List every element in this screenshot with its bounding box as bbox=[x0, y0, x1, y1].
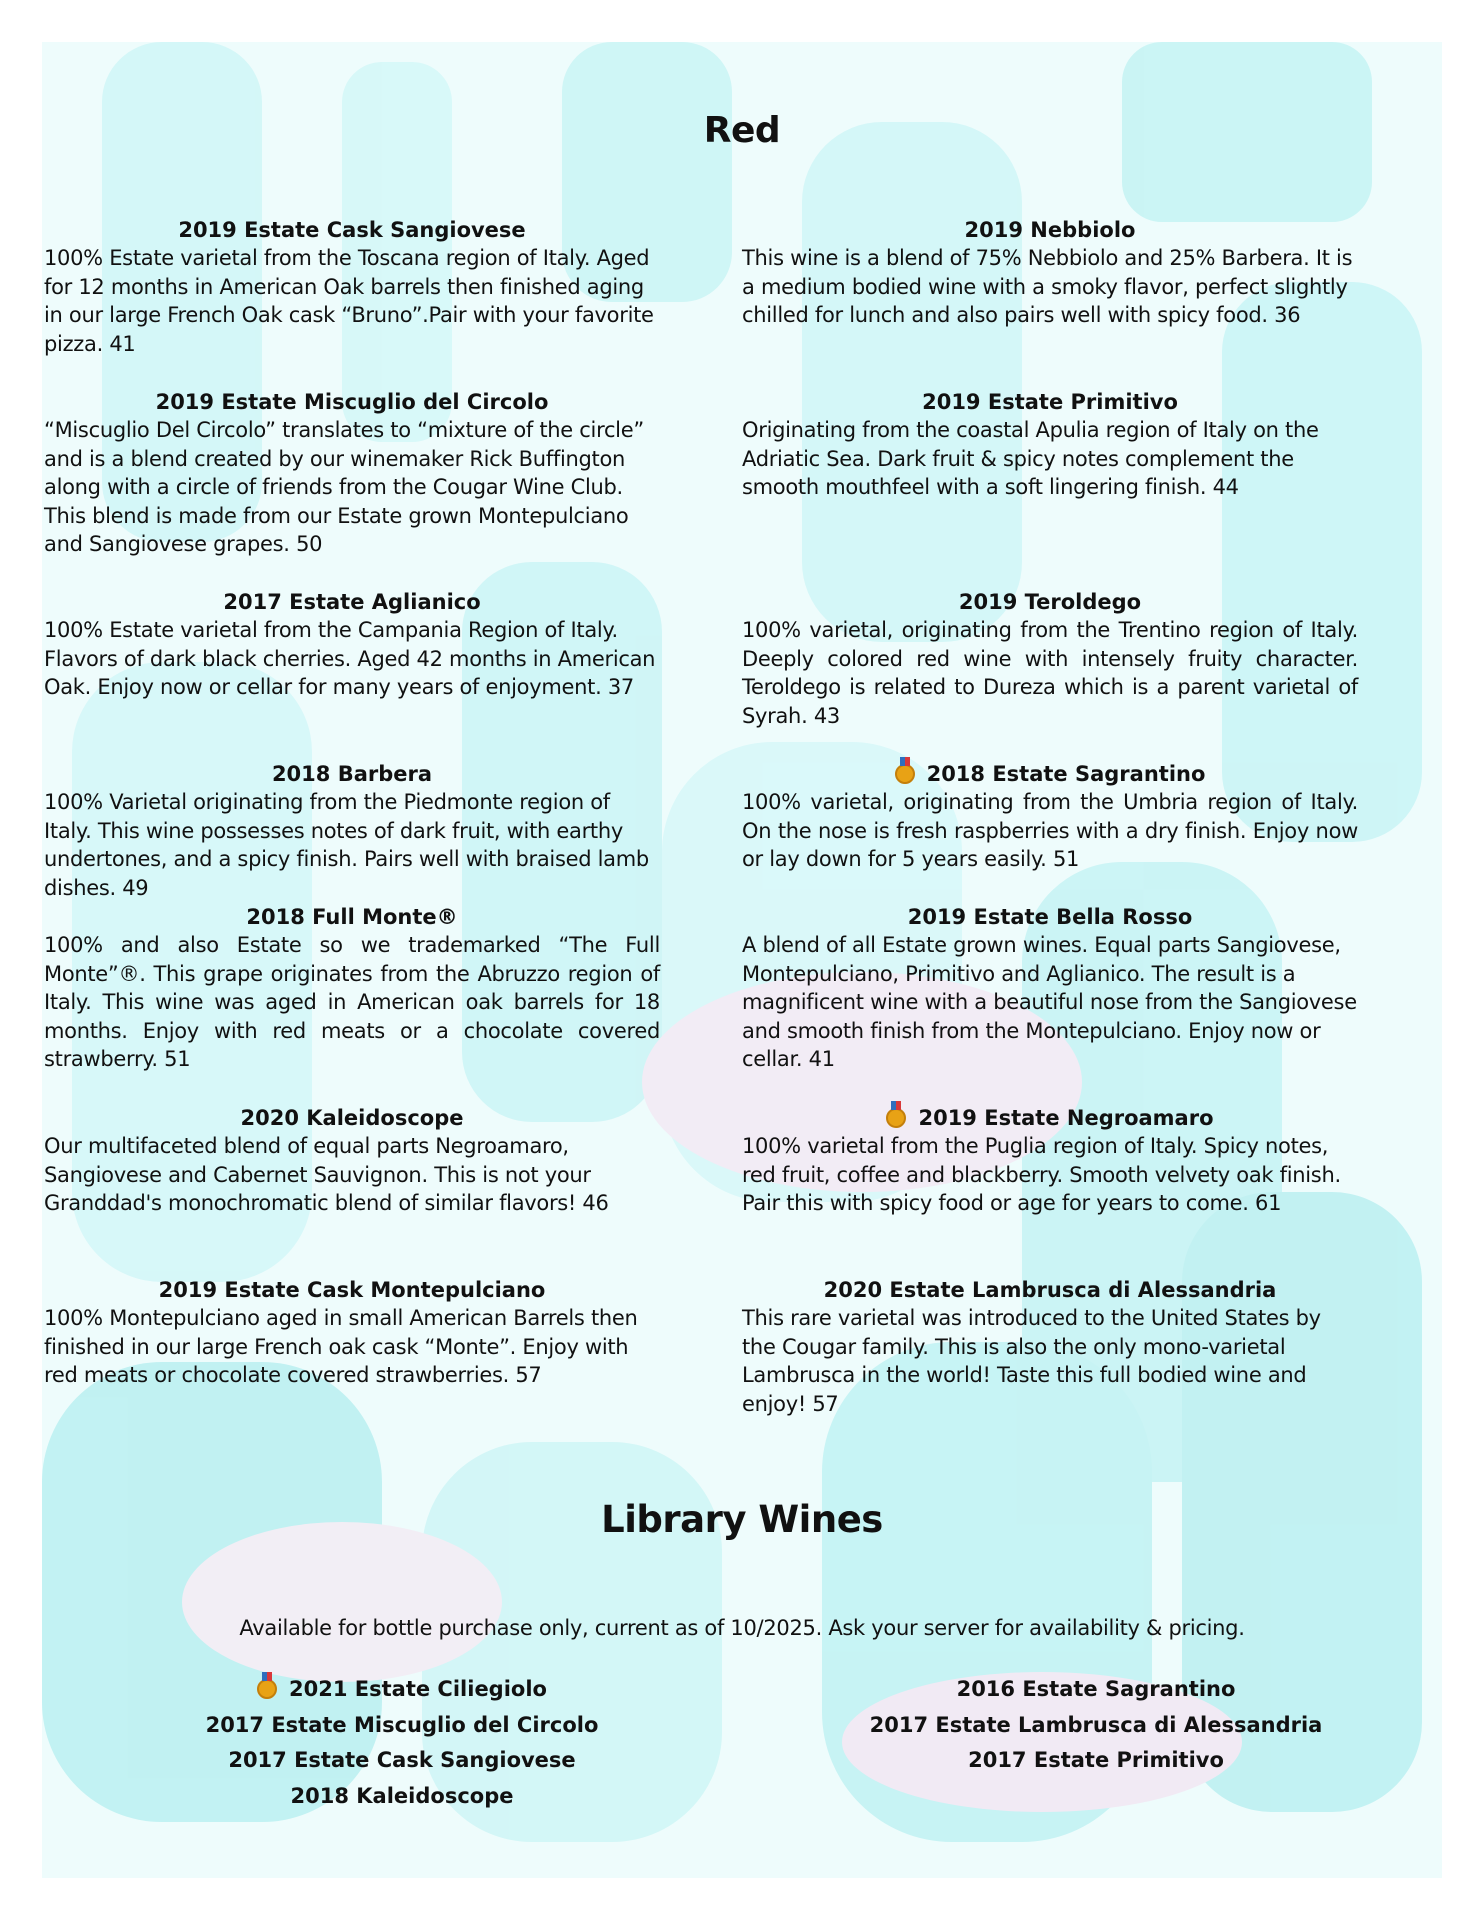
wine-name: 2019 Nebbiolo bbox=[964, 218, 1136, 242]
red-section-title: Red bbox=[703, 110, 781, 151]
wine-name: 2019 Teroldego bbox=[958, 590, 1142, 614]
library-item: 2017 Estate Lambrusca di Alessandria bbox=[869, 1712, 1323, 1737]
library-note: Available for bottle purchase only, current as of 10/2025. Ask your server for availability & pricing. bbox=[239, 1616, 1245, 1640]
wine-description: 100% Estate varietal from the Campania Region of Italy. Flavors of dark black cherries. Aged 42 months in American Oak. Enjoy now or cellar for many years of enjoyment. 37 bbox=[44, 618, 656, 700]
library-item: 2017 Estate Cask Sangiovese bbox=[228, 1748, 576, 1772]
wine-description: 100% and also Estate so we trademarked “The Full Monte”®. This grape originates from the Abruzzo region of Italy. This wine was aged in American oak barrels for 18 months. Enjoy with red meats or a chocolate covered strawberry. 51 bbox=[44, 933, 660, 1072]
wine-entry bbox=[44, 760, 660, 902]
wine-description: 100% varietal from the Puglia region of Italy. Spicy notes, red fruit, coffee and blackberry. Smooth velvety oak finish. Pair this with spicy food or age for years to come. 61 bbox=[742, 1134, 1341, 1216]
library-section-title: Library Wines bbox=[601, 1498, 883, 1541]
wine-name: 2019 Estate Primitivo bbox=[922, 390, 1178, 414]
wine-name: 2019 Estate Cask Montepulciano bbox=[158, 1278, 546, 1302]
wine-name: 2019 Estate Bella Rosso bbox=[907, 905, 1193, 929]
gold-medal-icon bbox=[257, 1679, 277, 1699]
wine-entry bbox=[44, 216, 660, 358]
library-item: 2021 Estate Ciliegiolo bbox=[289, 1677, 547, 1701]
wine-description: “Miscuglio Del Circolo” translates to “mixture of the circle” and is a blend created by our winemaker Rick Buffington along with a circle of friends from the Cougar Wine Club. This blend is made from our Estate grown Montepulciano and Sangiovese grapes. 50 bbox=[44, 418, 644, 557]
gold-medal-icon bbox=[895, 764, 915, 784]
wine-entry bbox=[742, 1276, 1358, 1418]
wine-name: 2019 Estate Negroamaro bbox=[918, 1106, 1214, 1130]
wine-entry bbox=[44, 1276, 660, 1390]
library-item: 2018 Kaleidoscope bbox=[290, 1783, 514, 1808]
library-list-right bbox=[788, 1672, 1404, 1779]
wine-name: 2018 Estate Sagrantino bbox=[926, 762, 1206, 786]
wine-description: This rare varietal was introduced to the United States by the Cougar family. This is also the only mono-varietal Lambrusca in the world! Taste this full bodied wine and enjoy! 57 bbox=[742, 1306, 1321, 1416]
wine-description: 100% Varietal originating from the Piedmonte region of Italy. This wine possesses notes of dark fruit, with earthy undertones, and a spicy finish. Pairs well with braised lamb dishes. 49 bbox=[44, 790, 649, 900]
wine-entry bbox=[44, 588, 660, 702]
wine-entry bbox=[742, 903, 1358, 1074]
wine-entry bbox=[742, 1104, 1358, 1218]
wine-description: 100% Estate varietal from the Toscana region of Italy. Aged for 12 months in American Oak barrels then finished aging in our large French Oak cask “Bruno”.Pair with your favorite pizza. 41 bbox=[44, 246, 654, 356]
wine-entry bbox=[742, 216, 1358, 330]
wine-name-row bbox=[742, 1104, 1358, 1132]
wine-description: 100% varietal, originating from the Trentino region of Italy. Deeply colored red wine with intensely fruity character. Teroldego is related to Dureza which is a parent varietal of Syrah. 43 bbox=[742, 618, 1358, 728]
wine-name: 2018 Barbera bbox=[271, 762, 433, 786]
wine-name: 2020 Kaleidoscope bbox=[240, 1106, 464, 1130]
library-item: 2017 Estate Miscuglio del Circolo bbox=[205, 1712, 599, 1737]
library-item: 2016 Estate Sagrantino bbox=[956, 1677, 1236, 1701]
wine-name: 2018 Full Monte® bbox=[246, 905, 458, 929]
wine-description: This wine is a blend of 75% Nebbiolo and 25% Barbera. It is a medium bodied wine with a smoky flavor, perfect slightly chilled for lunch and also pairs well with spicy food. 36 bbox=[742, 246, 1353, 328]
wine-description: A blend of all Estate grown wines. Equal parts Sangiovese, Montepulciano, Primitivo and Aglianico. The result is a magnificent wine with a beautiful nose from the Sangiovese and smooth finish from the Montepulciano. Enjoy now or cellar. 41 bbox=[742, 933, 1357, 1072]
library-item: 2017 Estate Primitivo bbox=[968, 1748, 1224, 1772]
wine-entry bbox=[742, 588, 1358, 730]
wine-description: 100% Montepulciano aged in small American Barrels then finished in our large French oak cask “Monte”. Enjoy with red meats or chocolate covered strawberries. 57 bbox=[44, 1306, 638, 1388]
wine-name: 2019 Estate Cask Sangiovese bbox=[178, 218, 526, 242]
library-item-row bbox=[94, 1672, 710, 1708]
wine-entry bbox=[742, 760, 1358, 874]
wine-name-row bbox=[742, 760, 1358, 788]
wine-description: 100% varietal, originating from the Umbria region of Italy. On the nose is fresh raspberries with a dry finish. Enjoy now or lay down for 5 years easily. 51 bbox=[742, 790, 1358, 872]
wine-description: Our multifaceted blend of equal parts Negroamaro, Sangiovese and Cabernet Sauvignon. This is not your Granddad's monochromatic blend of similar flavors! 46 bbox=[44, 1134, 609, 1216]
wine-name: 2020 Estate Lambrusca di Alessandria bbox=[823, 1278, 1277, 1302]
gold-medal-icon bbox=[886, 1108, 906, 1128]
library-list-left bbox=[94, 1672, 710, 1814]
wine-name: 2019 Estate Miscuglio del Circolo bbox=[155, 390, 549, 414]
wine-entry bbox=[742, 388, 1358, 502]
wine-entry bbox=[44, 903, 660, 1074]
wine-name: 2017 Estate Aglianico bbox=[223, 590, 481, 614]
wine-entry bbox=[44, 1104, 660, 1218]
wine-entry bbox=[44, 388, 660, 559]
wine-description: Originating from the coastal Apulia region of Italy on the Adriatic Sea. Dark fruit & spicy notes complement the smooth mouthfeel with a soft lingering finish. 44 bbox=[742, 418, 1319, 500]
